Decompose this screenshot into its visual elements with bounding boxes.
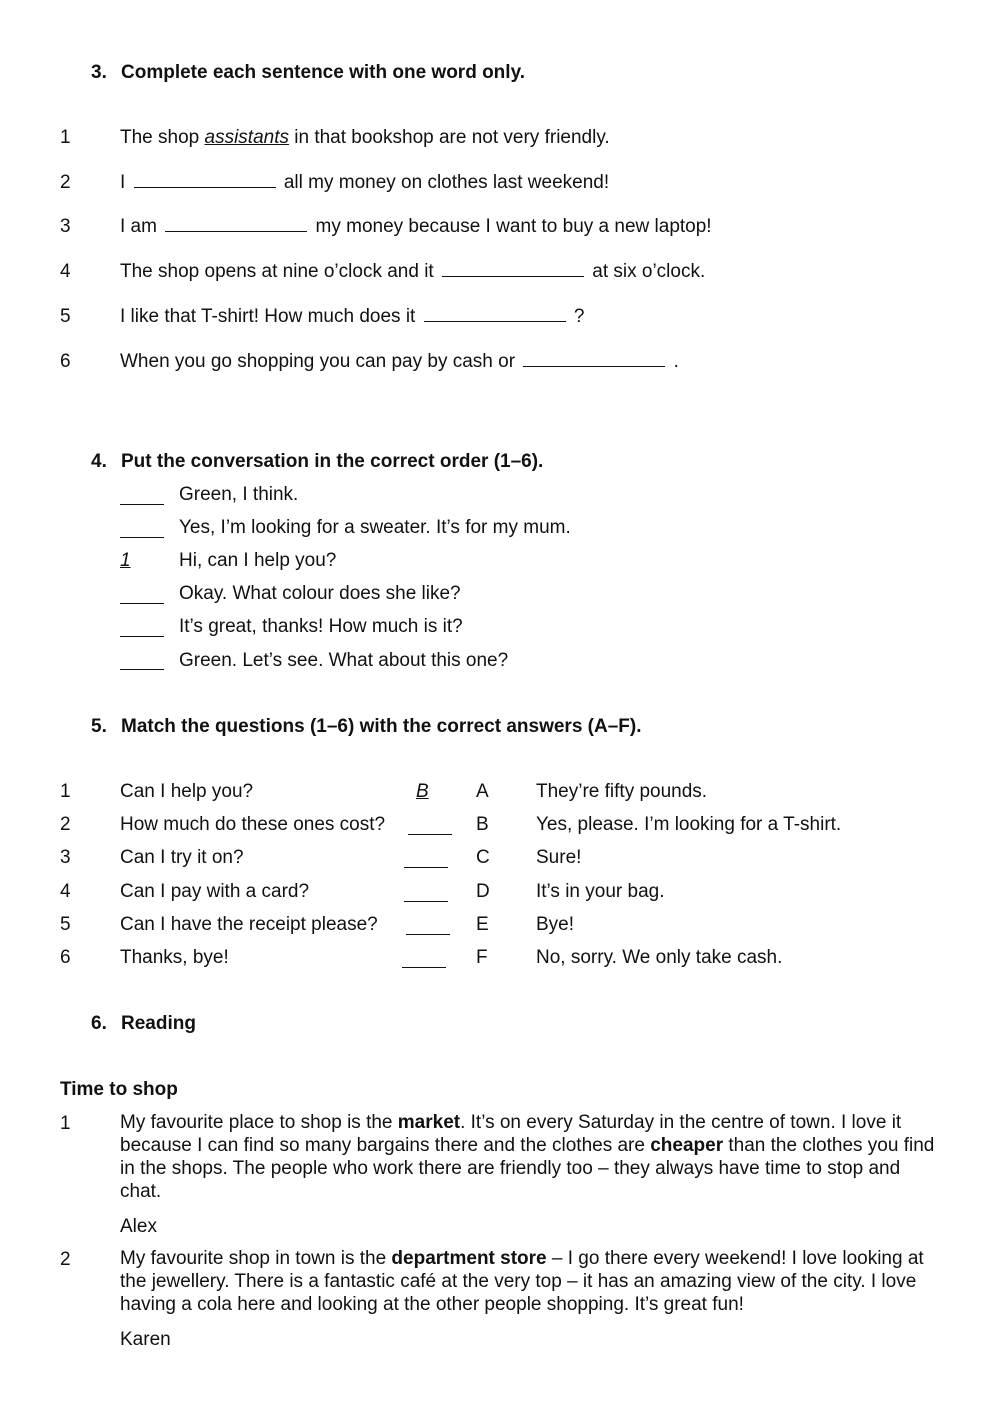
question-text: Thanks, bye! — [120, 947, 229, 968]
section-number: 3. — [91, 62, 107, 83]
conversation-line: Green. Let’s see. What about this one? — [179, 650, 509, 671]
question-text: How much do these ones cost? — [120, 814, 386, 835]
question-number: 2 — [60, 814, 71, 835]
question-text: Can I pay with a card? — [120, 881, 310, 902]
answer-blank[interactable] — [165, 216, 307, 232]
item-number: 3 — [60, 216, 71, 237]
answer-letter: E — [476, 914, 489, 935]
order-blank[interactable] — [120, 618, 164, 637]
answer-letter: A — [476, 781, 489, 802]
sentence-after: . — [668, 351, 679, 372]
conversation-line: Okay. What colour does she like? — [179, 583, 461, 604]
question-text: Can I try it on? — [120, 847, 244, 868]
keyword: cheaper — [650, 1135, 724, 1156]
order-blank[interactable] — [120, 651, 164, 670]
match-blank[interactable] — [402, 949, 446, 968]
text-number: 2 — [60, 1249, 71, 1270]
section-number: 5. — [91, 716, 107, 737]
section-title: Match the questions (1–6) with the correct answers (A–F). — [121, 716, 642, 737]
answer-text: Yes, please. I’m looking for a T-shirt. — [536, 814, 842, 835]
answer-letter: C — [476, 847, 490, 868]
answer-letter: F — [476, 947, 488, 968]
item-number: 6 — [60, 351, 71, 372]
answer-letter: D — [476, 881, 490, 902]
question-number: 3 — [60, 847, 71, 868]
answer-blank[interactable] — [134, 172, 276, 188]
item-number: 2 — [60, 172, 71, 193]
sentence-before: I — [120, 172, 131, 193]
conversation-line: Yes, I’m looking for a sweater. It’s for my mum. — [179, 517, 571, 538]
answer-letter: B — [476, 814, 489, 835]
author-name: Alex — [120, 1216, 157, 1237]
example-answer: assistants — [204, 127, 289, 148]
match-blank[interactable] — [408, 816, 452, 835]
answer-text: They’re fifty pounds. — [536, 781, 708, 802]
reading-title: Time to shop — [60, 1079, 178, 1100]
section-title: Complete each sentence with one word only. — [121, 62, 526, 83]
answer-text: Bye! — [536, 914, 575, 935]
item-number: 1 — [60, 127, 71, 148]
question-number: 5 — [60, 914, 71, 935]
keyword: department store — [391, 1248, 547, 1269]
question-text: Can I have the receipt please? — [120, 914, 378, 935]
match-blank[interactable] — [404, 883, 448, 902]
question-text: Can I help you? — [120, 781, 254, 802]
section-number: 4. — [91, 451, 107, 472]
sentence-text — [120, 306, 584, 329]
example-order-answer: 1 — [120, 550, 131, 571]
question-number: 4 — [60, 881, 71, 902]
reading-paragraph: My favourite shop in town is the department store – I go there every weekend! I love looking at the jewellery. There is a fantastic café at the very top – it has an amazing view of the city. I love having a cola here and looking at the other people shopping. It’s great fun! — [120, 1248, 924, 1315]
answer-text: No, sorry. We only take cash. — [536, 947, 783, 968]
answer-blank[interactable] — [442, 261, 584, 277]
sentence-before: The shop opens at nine o’clock and it — [120, 261, 439, 282]
item-number: 5 — [60, 306, 71, 327]
sentence-before: The shop — [120, 127, 205, 148]
order-blank[interactable] — [120, 519, 164, 538]
section-title: Put the conversation in the correct order (1–6). — [121, 451, 544, 472]
sentence-before: When you go shopping you can pay by cash or — [120, 351, 521, 372]
match-blank[interactable] — [406, 916, 450, 935]
conversation-line: It’s great, thanks! How much is it? — [179, 616, 463, 637]
author-name: Karen — [120, 1329, 171, 1350]
answer-blank[interactable] — [424, 306, 566, 322]
sentence-before: I am — [120, 216, 163, 237]
answer-text: It’s in your bag. — [536, 881, 665, 902]
question-number: 1 — [60, 781, 71, 802]
sentence-after: in that bookshop are not very friendly. — [288, 127, 610, 148]
answer-text: Sure! — [536, 847, 582, 868]
sentence-after: at six o’clock. — [586, 261, 706, 282]
match-blank[interactable] — [404, 849, 448, 868]
sentence-text — [120, 127, 610, 150]
section-title: Reading — [121, 1013, 196, 1034]
conversation-line: Hi, can I help you? — [179, 550, 337, 571]
sentence-after: ? — [568, 306, 585, 327]
sentence-after: all my money on clothes last weekend! — [278, 172, 610, 193]
example-match-answer: B — [416, 781, 429, 802]
keyword: market — [397, 1112, 461, 1133]
sentence-after: my money because I want to buy a new laptop! — [310, 216, 712, 237]
section-number: 6. — [91, 1013, 107, 1034]
question-number: 6 — [60, 947, 71, 968]
text-number: 1 — [60, 1113, 71, 1134]
item-number: 4 — [60, 261, 71, 282]
sentence-before: I like that T-shirt! How much does it — [120, 306, 421, 327]
order-blank[interactable] — [120, 486, 164, 505]
sentence-text — [120, 216, 712, 239]
sentence-text — [120, 172, 609, 195]
conversation-line: Green, I think. — [179, 484, 299, 505]
sentence-text — [120, 261, 705, 284]
reading-paragraph: My favourite place to shop is the market. It’s on every Saturday in the centre of town. I love it because I can find so many bargains there and the clothes are cheaper than the clothes you find in the shops. The people who work there are friendly too – they always have time to stop and chat. — [120, 1112, 935, 1202]
sentence-text — [120, 351, 679, 374]
order-blank[interactable] — [120, 585, 164, 604]
answer-blank[interactable] — [523, 351, 665, 367]
